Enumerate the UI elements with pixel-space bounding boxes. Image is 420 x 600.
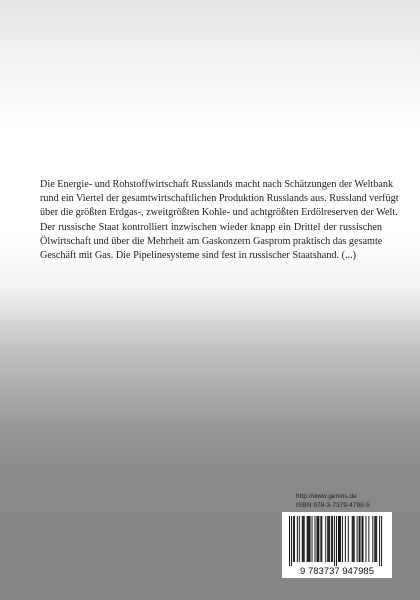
barcode-bar [359,516,360,562]
barcode-bar [303,516,304,562]
barcode-bar [293,516,294,562]
barcode-bar [302,516,303,562]
barcode-bar [299,516,300,562]
barcode-bar [331,516,332,562]
barcode-bar [375,516,376,562]
blurb-line: Geschäft mit Gas. Die Pipelinesysteme sind fest in russischer Staatshand. (...) [40,250,357,262]
barcode-bar [381,516,382,566]
barcode-digits: 9 783737 947985 [300,566,374,577]
barcode-bar [340,516,341,562]
barcode-bar [327,516,328,562]
barcode-bar [365,516,366,562]
barcode-bar [362,516,363,562]
barcode-bar [304,516,305,562]
barcode-bar [329,516,330,562]
barcode-bar [320,516,321,562]
barcode-bar [312,516,313,562]
barcode-bar [348,516,349,562]
barcode-bar [342,516,343,562]
blurb-line: über die größten Erdgas-, zweitgrößten Kohle- und achtgrößten Erdölreserven der Welt. [40,207,398,219]
blurb-line: Ölwirtschaft und über die Mehrheit am Gaskonzern Gasprom praktisch das gesamte [40,235,383,247]
barcode-bar [379,516,380,566]
barcode-bar [318,516,319,562]
barcode-bar [314,516,315,562]
barcode-bar [334,516,335,566]
barcode-graphic [282,512,392,578]
barcode-bar [332,516,333,562]
barcode-bar [316,516,317,562]
blurb-line: rund ein Viertel der gesamtwirtschaftlichen Produktion Russlands aus. Russland verfügt [40,193,399,205]
blurb-text [40,178,399,263]
barcode-bar [345,516,346,562]
barcode-bar [307,516,308,562]
barcode-bar [357,516,358,562]
barcode-bar [325,516,326,562]
barcode-bar [294,516,295,562]
barcode-bar [328,516,329,562]
barcode-bar [321,516,322,562]
publisher-info [296,492,386,510]
barcode-bar [317,516,318,562]
barcode-bar [338,516,339,562]
blurb-line: Die Energie- und Rohstoffwirtschaft Russlands macht nach Schätzungen der Weltbank [40,179,394,190]
barcode-bar [374,516,375,562]
barcode-bar [360,516,361,562]
barcode-bar [354,516,355,562]
barcode-bar [372,516,373,562]
barcode-bar [310,516,311,562]
barcode [282,512,392,578]
barcode-bar [336,516,337,566]
barcode-bars [289,516,382,566]
barcode-bar [291,516,292,566]
barcode-bar [352,516,353,562]
barcode-bar [297,516,298,562]
blurb-line: Der russische Staat kontrolliert inzwischen wieder knapp ein Drittel der russischen [40,221,382,233]
barcode-bar [309,516,310,562]
barcode-bar [353,516,354,562]
barcode-bar [376,516,377,562]
barcode-bar [339,516,340,562]
isbn-text: ISBN 978-3-7379-4798-5 [296,502,370,509]
barcode-bar [363,516,364,562]
barcode-bar [289,516,290,566]
publisher-url: http://www.genios.de [296,493,357,500]
barcode-bar [368,516,369,562]
barcode-bar [308,516,309,562]
